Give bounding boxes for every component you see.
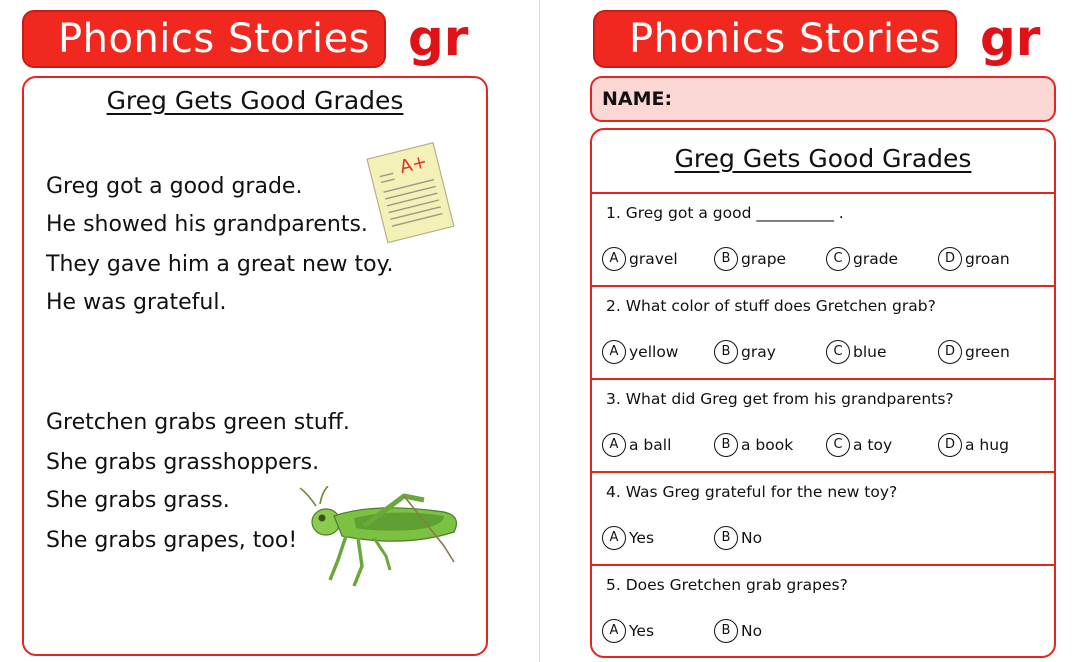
- answer-option-a[interactable]: [602, 618, 654, 644]
- option-letter: B: [714, 340, 738, 364]
- story-title: Greg Gets Good Grades: [106, 86, 404, 115]
- story-card: [22, 76, 488, 656]
- name-field[interactable]: NAME:: [590, 76, 1056, 122]
- title-banner: Phonics Stories: [22, 10, 386, 68]
- question-text: 2. What color of stuff does Gretchen grab?: [606, 297, 936, 315]
- answer-option-a[interactable]: [602, 525, 654, 551]
- option-letter: D: [938, 340, 962, 364]
- grade-mark: A+: [397, 151, 430, 179]
- option-label: yellow: [629, 343, 679, 361]
- option-letter: A: [602, 433, 626, 457]
- answer-option-c[interactable]: [826, 432, 892, 458]
- question-text: 3. What did Greg get from his grandparents?: [606, 390, 954, 408]
- quiz-title: Greg Gets Good Grades: [674, 144, 972, 173]
- option-letter: C: [826, 247, 850, 271]
- option-letter: B: [714, 433, 738, 457]
- quiz-card: [590, 128, 1056, 658]
- phonics-label: gr: [408, 9, 469, 67]
- story-line: He showed his grandparents.: [46, 212, 368, 237]
- option-label: No: [741, 529, 763, 547]
- answer-option-b[interactable]: [714, 339, 776, 365]
- option-letter: B: [714, 247, 738, 271]
- option-letter: A: [602, 526, 626, 550]
- option-letter: A: [602, 247, 626, 271]
- question-text: 1. Greg got a good __________ .: [606, 204, 844, 222]
- option-label: a toy: [853, 436, 893, 454]
- quiz-header: [592, 130, 1054, 194]
- option-letter: A: [602, 619, 626, 643]
- answer-option-b[interactable]: [714, 246, 786, 272]
- answer-option-a[interactable]: [602, 246, 678, 272]
- option-letter: B: [714, 526, 738, 550]
- option-letter: A: [602, 340, 626, 364]
- option-label: Yes: [629, 529, 655, 547]
- option-letter: C: [826, 433, 850, 457]
- question-row: [592, 380, 1054, 473]
- answer-option-a[interactable]: [602, 339, 678, 365]
- answer-option-c[interactable]: [826, 246, 898, 272]
- option-label: gray: [741, 343, 776, 361]
- question-row: [592, 566, 1054, 658]
- story-line: She grabs grass.: [46, 488, 230, 513]
- answer-option-b[interactable]: [714, 432, 793, 458]
- answer-option-d[interactable]: [938, 339, 1010, 365]
- story-line: He was grateful.: [46, 290, 227, 315]
- option-letter: D: [938, 433, 962, 457]
- question-text: 4. Was Greg grateful for the new toy?: [606, 483, 898, 501]
- question-row: [592, 473, 1054, 566]
- graded-paper-icon: [354, 136, 464, 246]
- answer-option-d[interactable]: [938, 246, 1010, 272]
- answer-option-c[interactable]: [826, 339, 887, 365]
- option-letter: D: [938, 247, 962, 271]
- option-label: No: [741, 622, 763, 640]
- option-letter: C: [826, 340, 850, 364]
- option-label: Yes: [629, 622, 655, 640]
- grasshopper-icon: [294, 486, 484, 596]
- option-label: green: [965, 343, 1010, 361]
- option-label: a ball: [629, 436, 672, 454]
- option-label: a hug: [965, 436, 1009, 454]
- option-label: a book: [741, 436, 794, 454]
- story-line: She grabs grasshoppers.: [46, 450, 320, 475]
- phonics-label: gr: [980, 9, 1041, 67]
- question-row: [592, 194, 1054, 287]
- answer-option-a[interactable]: [602, 432, 671, 458]
- option-label: gravel: [629, 250, 678, 268]
- option-label: blue: [853, 343, 887, 361]
- story-line: They gave him a great new toy.: [46, 252, 394, 277]
- answer-option-b[interactable]: [714, 618, 762, 644]
- question-text: 5. Does Gretchen grab grapes?: [606, 576, 848, 594]
- story-line: She grabs grapes, too!: [46, 528, 298, 553]
- question-row: [592, 287, 1054, 380]
- worksheet-page: [540, 0, 1080, 662]
- answer-option-d[interactable]: [938, 432, 1009, 458]
- title-banner: Phonics Stories: [593, 10, 957, 68]
- option-label: groan: [965, 250, 1010, 268]
- story-line: Gretchen grabs green stuff.: [46, 410, 350, 435]
- option-label: grade: [853, 250, 899, 268]
- option-letter: B: [714, 619, 738, 643]
- story-line: Greg got a good grade.: [46, 174, 303, 199]
- option-label: grape: [741, 250, 787, 268]
- answer-option-b[interactable]: [714, 525, 762, 551]
